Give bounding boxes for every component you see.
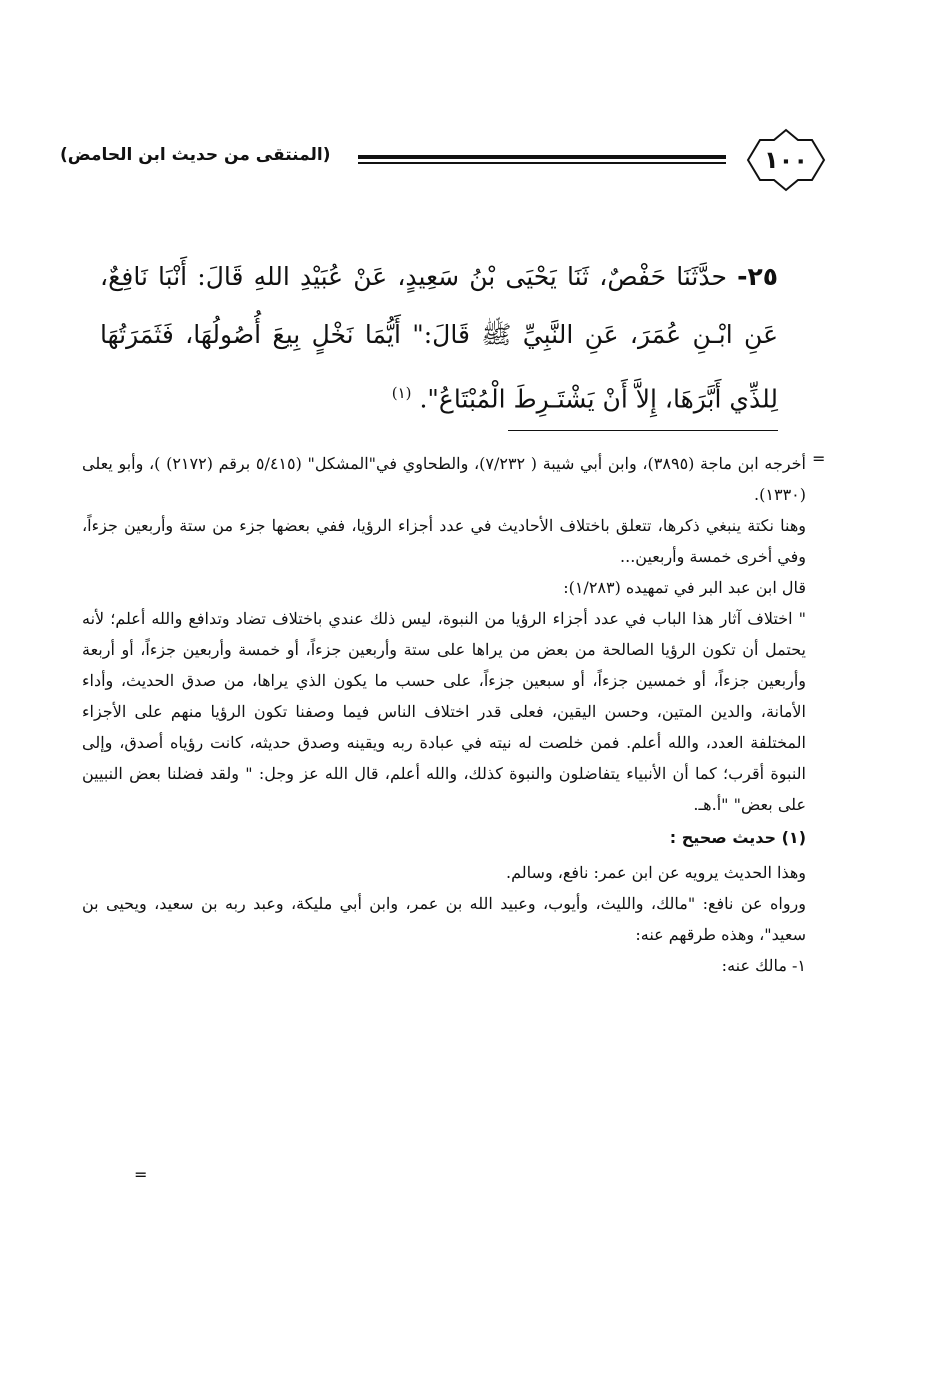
hadith-text: حدَّثَنَا حَفْصٌ، ثَنَا يَحْيَى بْنُ سَعِيدٍ، عَنْ عُبَيْدِ اللهِ قَالَ: أَنْبَا نَافِعٌ، عَنِ ابْـنِ عُمَرَ، عَنِ النَّبِيِّ ﷺ قَالَ:" أَيُّمَا نَخْلٍ بِيعَ أُصُولُهَا، فَثَمَرَتُهَا لِلذِّي أَبَّرَهَا، إِلاَّ أَنْ يَشْتَـرِطَ الْمُبْتَاعُ".: [100, 262, 778, 414]
continuation-mark: =: [812, 449, 826, 468]
footnote-divider: [508, 430, 778, 431]
footnote-paragraph: وهذا الحديث يرويه عن ابن عمر: نافع، وسالم.: [506, 863, 806, 882]
page-number-badge: [740, 128, 832, 192]
footnote-quote: " اختلاف آثار هذا الباب في عدد أجزاء الرؤيا من النبوة، ليس ذلك عندي باختلاف تضاد وتدافع والله أعلم؛ لأنه يحتمل أن تكون الرؤيا الصالحة من بعض من يراها على ستة وأربعين جزءاً، أو خمسة وأربعين جزءاً، أو أربعة وأربعين جزءاً، أو خمسين جزءاً، أو سبعين جزءاً، على حسب ما يكون الذي يراها، من صدق الحديث، وأداء الأمانة، والدين المتين، وحسن اليقين، فعلى قدر اختلاف الناس فيما وصفنا تكون الرؤيا منهم على الأجزاء المختلفة العدد، والله أعلم. فمن خلصت له نيته في عبادة ربه ويقينه وصدق حديثه، كانت رؤياه أصدق، وإلى النبوة أقرب؛ كما أن الأنبياء يتفاضلون والنبوة كذلك، والله أعلم، قال الله عز وجل: " ولقد فضلنا بعض النبيين على بعض" "أ.هـ.: [82, 609, 807, 814]
footnote-reference: (١): [391, 384, 412, 402]
hadith-text-block: [100, 248, 778, 428]
footnote-paragraph: ورواه عن نافع: "مالك، والليث، وأيوب، وعبيد الله بن عمر، وابن أبي مليكة، وعبد ربه بن سعيد، ويحيى بن سعيد"، وهذه طرقهم عنه:: [82, 894, 806, 944]
page-number: ١٠٠: [764, 146, 808, 174]
footnote-citation: أخرجه ابن ماجة (٣٨٩٥)، وابن أبي شيبة ( ٧/٢٣٢)، والطحاوي في"المشكل" (٥/٤١٥ برقم (٢١٧٢) )، وأبو يعلى (١٣٣٠).: [82, 454, 807, 504]
hadith-number: ٢٥-: [737, 262, 778, 291]
footnote-paragraph: ١- مالك عنه:: [721, 956, 806, 975]
running-title: (المنتقى من حديث ابن الحامض): [60, 145, 331, 165]
footnote-verdict-heading: (١) حديث صحيح :: [669, 828, 806, 847]
header-divider: [358, 155, 726, 164]
footnote-paragraph: قال ابن عبد البر في تمهيده (١/٢٨٣):: [563, 578, 806, 597]
footnotes-block: [82, 448, 806, 981]
continuation-mark-bottom: =: [134, 1165, 148, 1184]
footnote-paragraph: وهنا نكتة ينبغي ذكرها، تتعلق باختلاف الأحاديث في عدد أجزاء الرؤيا، ففي بعضها جزء من ستة وأربعين جزءاً، وفي أخرى خمسة وأربعين...: [82, 516, 806, 566]
